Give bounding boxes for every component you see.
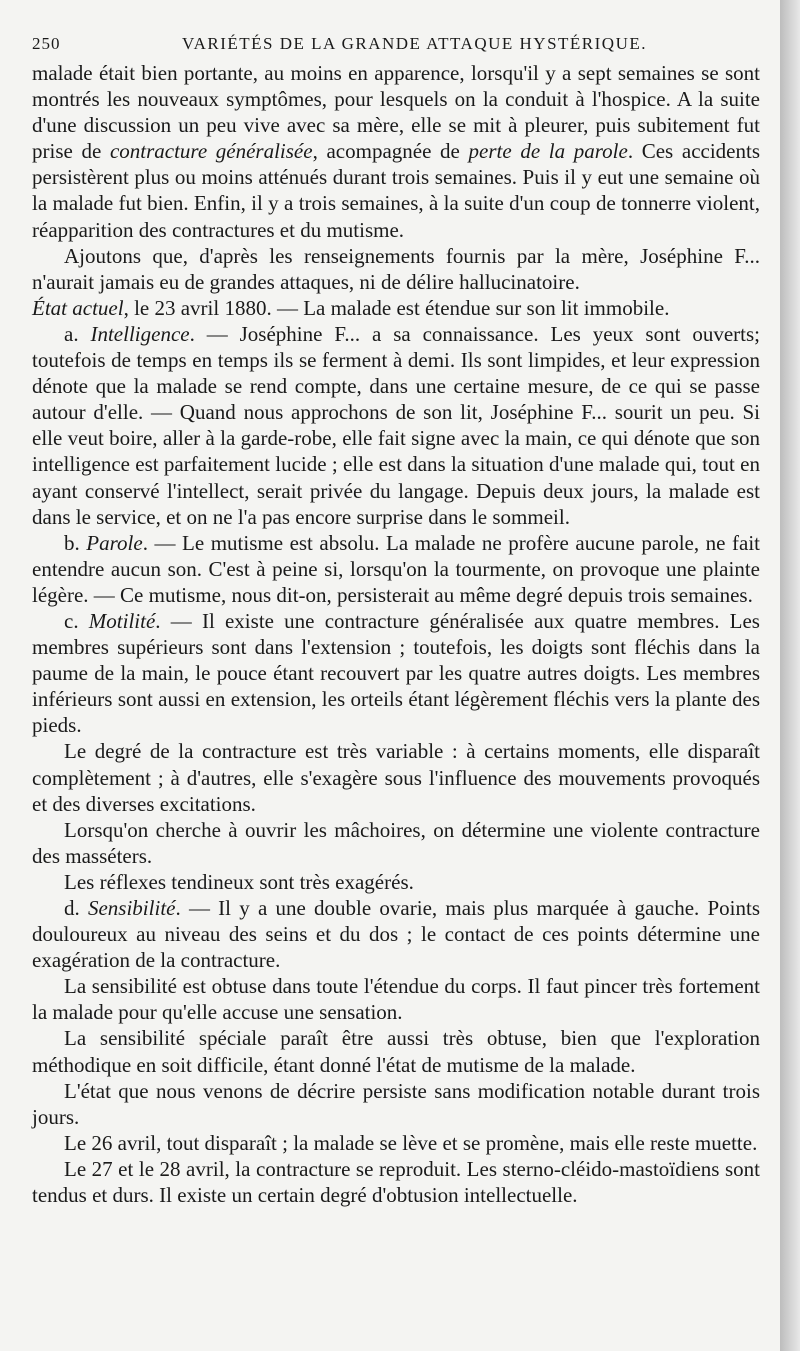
paragraph bbox=[32, 530, 760, 608]
text-run: . — Il y a une double ovarie, mais plus marquée à gauche. Points douloureux au niveau des seins et du dos ; le contact de ces points détermine une exagération de la contracture. bbox=[32, 896, 761, 973]
italic-text: Sensibilité bbox=[87, 896, 176, 920]
paragraph bbox=[32, 869, 760, 895]
text-run: d. bbox=[64, 896, 88, 920]
page-edge-shadow bbox=[780, 0, 800, 1351]
paragraph bbox=[32, 1156, 760, 1208]
italic-text: Intelligence bbox=[90, 321, 190, 346]
paragraph bbox=[32, 1078, 760, 1130]
text-run: Le degré de la contracture est très variable : à certains moments, elle disparaît complètement ; à d'autres, elle s'exagère sous l'influence des mouvements provoqués et des diverses excitations. bbox=[32, 739, 760, 816]
text-run: malade était bien portante, au moins en apparence, lorsqu'il y a sept semaines se sont montrés les nouveaux symptômes, pour lesquels on la conduit à l'hospice. A la suite d'une discussion un peu vive avec sa mère, elle se mit à pleurer, puis subitement fut prise de bbox=[32, 61, 760, 164]
text-run: b. bbox=[64, 530, 87, 555]
paragraph bbox=[32, 608, 760, 738]
paragraph bbox=[32, 817, 760, 869]
text-run: , le 23 avril 1880. — La malade est étendue sur son lit immobile. bbox=[123, 295, 670, 320]
page-number: 250 bbox=[32, 34, 61, 53]
page-header bbox=[32, 34, 760, 54]
paragraph bbox=[32, 895, 760, 973]
text-run: Le 27 et le 28 avril, la contracture se reproduit. Les sterno-cléido-mastoïdiens sont tendus et durs. Il existe un certain degré d'obtusion intellectuelle. bbox=[32, 1156, 760, 1208]
text-run: Ajoutons que, d'après les renseignements fournis par la mère, Joséphine F... n'aurait jamais eu de grandes attaques, ni de délire hallucinatoire. bbox=[32, 243, 760, 294]
paragraph bbox=[32, 738, 760, 816]
text-run: La sensibilité spéciale paraît être aussi très obtuse, bien que l'exploration méthodique en soit difficile, étant donné l'état de mutisme de la malade. bbox=[32, 1026, 760, 1077]
italic-text: Parole bbox=[86, 530, 143, 555]
paragraph bbox=[32, 321, 760, 530]
italic-text: État actuel bbox=[32, 295, 124, 320]
paragraph bbox=[32, 60, 760, 243]
paragraph bbox=[32, 295, 760, 321]
italic-text: Motilité bbox=[88, 608, 156, 633]
paragraph bbox=[32, 973, 760, 1025]
text-run: . — Le mutisme est absolu. La malade ne profère aucune parole, ne fait entendre aucun son. C'est à peine si, lorsqu'on la tourmente, on provoque une plainte légère. — Ce mutisme, nous dit-on, persisterait au même degré depuis trois semaines. bbox=[32, 530, 761, 607]
text-run: c. bbox=[64, 608, 89, 633]
paragraph bbox=[32, 243, 760, 295]
document-body bbox=[32, 60, 760, 1208]
text-run: , acompagnée de bbox=[312, 139, 469, 164]
text-run: Lorsqu'on cherche à ouvrir les mâchoires, on détermine une violente contracture des masséters. bbox=[32, 817, 760, 868]
italic-text: perte de la parole bbox=[468, 139, 628, 164]
text-run: Les réflexes tendineux sont très exagérés. bbox=[64, 869, 414, 894]
text-run: a. bbox=[64, 321, 91, 346]
paragraph bbox=[32, 1130, 760, 1156]
paragraph bbox=[32, 1025, 760, 1077]
text-run: . — Il existe une contracture généralisée aux quatre membres. Les membres supérieurs sont dans l'extension ; toutefois, les doigts sont fléchis dans la paume de la main, le pouce étant recouvert par les quatre autres doigts. Les membres inférieurs sont aussi en extension, les orteils étant légèrement fléchis vers la plante des pieds. bbox=[32, 608, 760, 738]
italic-text: contracture généralisée bbox=[109, 139, 313, 164]
text-run: . Ces accidents persistèrent plus ou moins atténués durant trois semaines. Puis il y eut une semaine où la malade fut bien. Enfin, il y a trois semaines, à la suite d'un coup de tonnerre violent, réapparition des contractures et du mutisme. bbox=[32, 139, 760, 242]
text-run: Le 26 avril, tout disparaît ; la malade se lève et se promène, mais elle reste muette. bbox=[64, 1130, 758, 1155]
text-run: L'état que nous venons de décrire persiste sans modification notable durant trois jours. bbox=[32, 1078, 760, 1129]
text-run: La sensibilité est obtuse dans toute l'étendue du corps. Il faut pincer très fortement la malade pour qu'elle accuse une sensation. bbox=[32, 974, 760, 1025]
running-title: VARIÉTÉS DE LA GRANDE ATTAQUE HYSTÉRIQUE. bbox=[182, 34, 647, 53]
text-run: . — Joséphine F... a sa connaissance. Les yeux sont ouverts; toutefois de temps en temps ils se ferment à demi. Ils sont limpides, et leur expression dénote que la malade se rend compte, dans une certaine mesure, de ce qui se passe autour d'elle. — Quand nous approchons de son lit, Joséphine F... sourit un peu. Si elle veut boire, aller à la garde-robe, elle fait signe avec la main, ce qui dénote que son intelligence est parfaitement lucide ; elle est dans la situation d'une malade qui, tout en ayant conservé l'intellect, serait privée du langage. Depuis deux jours, la malade est dans le service, et on ne l'a pas encore surprise dans le sommeil. bbox=[32, 321, 760, 529]
